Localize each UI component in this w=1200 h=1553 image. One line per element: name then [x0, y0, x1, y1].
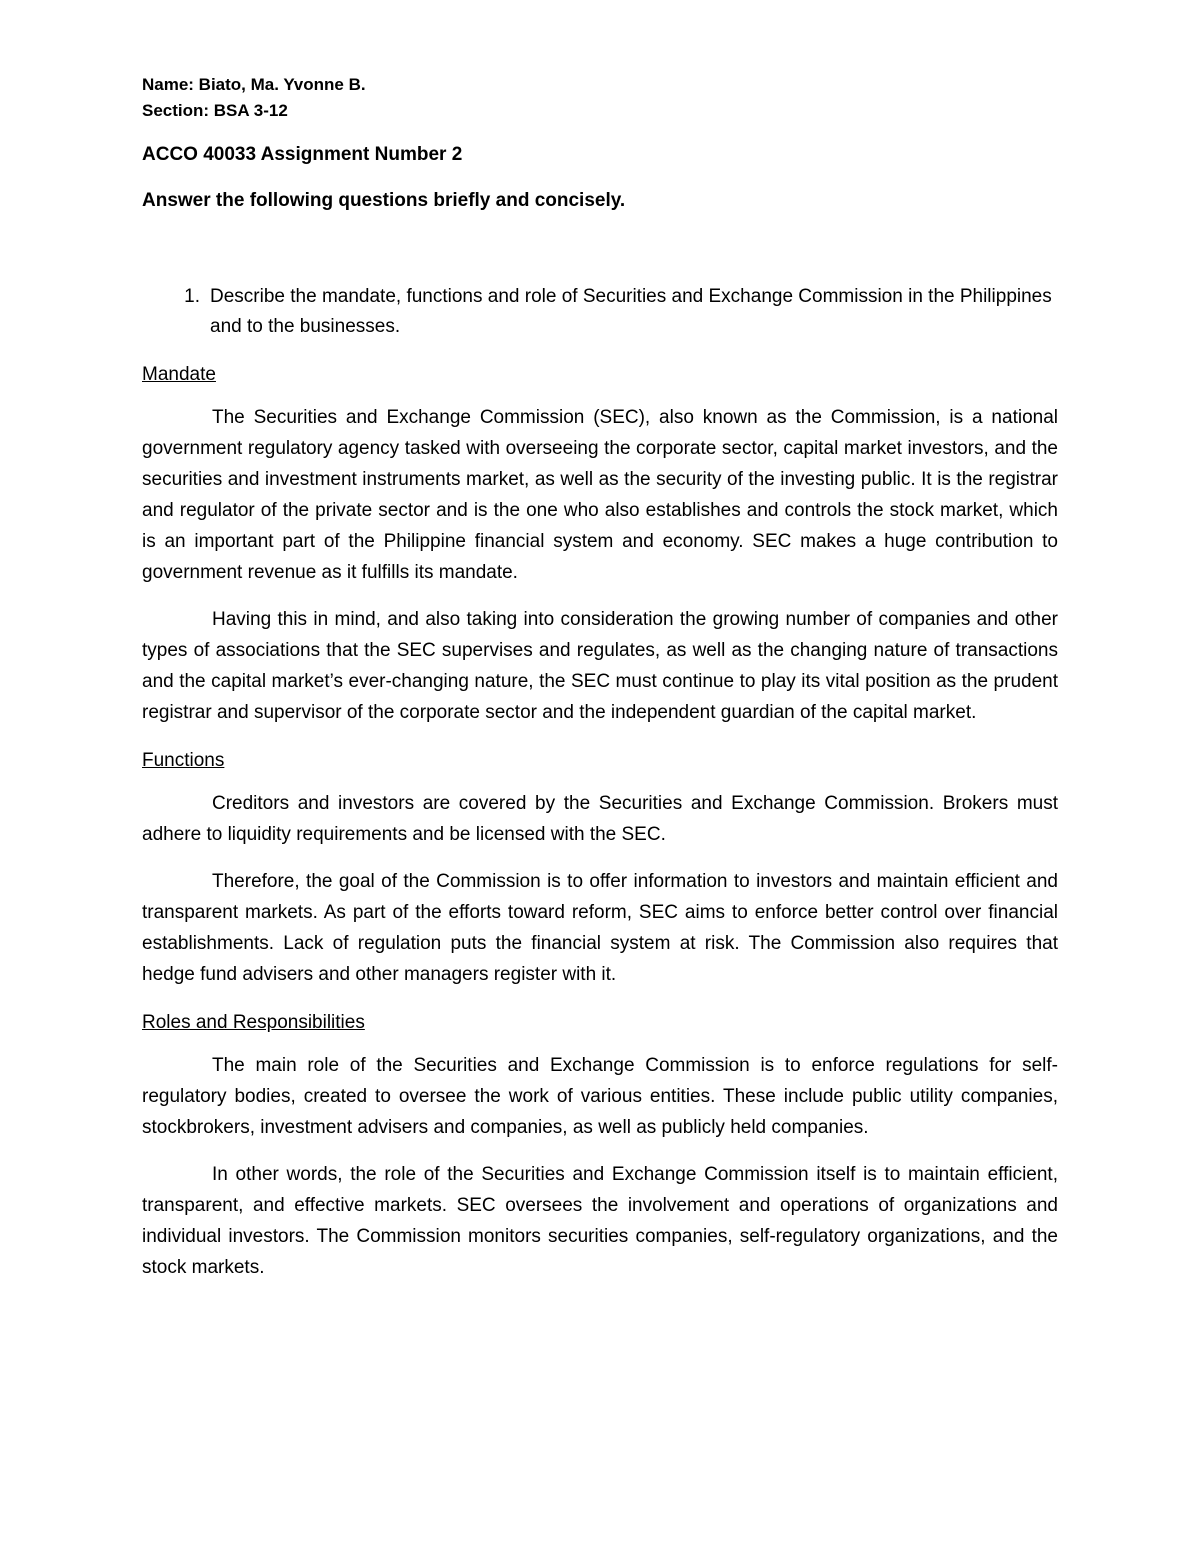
question-number: 1.	[184, 286, 200, 307]
roles-paragraph-1: The main role of the Securities and Exchange Commission is to enforce regulations for self-regulatory bodies, created to oversee the work of various entities. These include public utility companies, stockbrokers, investment advisers and companies, as well as publicly held companies.	[142, 1055, 1058, 1138]
question-text: Describe the mandate, functions and role of Securities and Exchange Commission in the Philippines and to the businesses.	[210, 286, 1052, 337]
section-mandate	[142, 360, 1058, 728]
mandate-paragraph-2: Having this in mind, and also taking into consideration the growing number of companies and other types of associations that the SEC supervises and regulates, as well as the changing nature of transactions and the capital market’s ever-changing nature, the SEC must continue to play its vital position as the prudent registrar and supervisor of the corporate sector and the independent guardian of the capital market.	[142, 609, 1058, 723]
functions-paragraph-2: Therefore, the goal of the Commission is to offer information to investors and maintain efficient and transparent markets. As part of the efforts toward reform, SEC aims to enforce better control over financial establishments. Lack of regulation puts the financial system at risk. The Commission also requires that hedge fund advisers and other managers register with it.	[142, 871, 1058, 985]
student-name: Name: Biato, Ma. Yvonne B.	[142, 75, 366, 94]
document-page	[142, 72, 1058, 1283]
section-heading-roles: Roles and Responsibilities	[142, 1012, 365, 1033]
assignment-title: ACCO 40033 Assignment Number 2	[142, 144, 463, 165]
section-heading-mandate: Mandate	[142, 364, 216, 385]
functions-paragraph-1: Creditors and investors are covered by the Securities and Exchange Commission. Brokers must adhere to liquidity requirements and be licensed with the SEC.	[142, 793, 1058, 845]
question-item	[142, 282, 1058, 342]
student-section: Section: BSA 3-12	[142, 101, 288, 120]
assignment-instruction: Answer the following questions briefly and concisely.	[142, 190, 626, 211]
section-heading-functions: Functions	[142, 750, 225, 771]
mandate-paragraph-1: The Securities and Exchange Commission (SEC), also known as the Commission, is a national government regulatory agency tasked with overseeing the corporate sector, capital market investors, and the securities and investment instruments market, as well as the security of the investing public. It is the registrar and regulator of the private sector and is the one who also establishes and controls the stock market, which is an important part of the Philippine financial system and economy. SEC makes a huge contribution to government revenue as it fulfills its mandate.	[142, 407, 1058, 583]
roles-paragraph-2: In other words, the role of the Securities and Exchange Commission itself is to maintain efficient, transparent, and effective markets. SEC oversees the involvement and operations of organizations and individual investors. The Commission monitors securities companies, self-regulatory organizations, and the stock markets.	[142, 1164, 1058, 1278]
section-roles	[142, 1008, 1058, 1283]
section-functions	[142, 746, 1058, 990]
